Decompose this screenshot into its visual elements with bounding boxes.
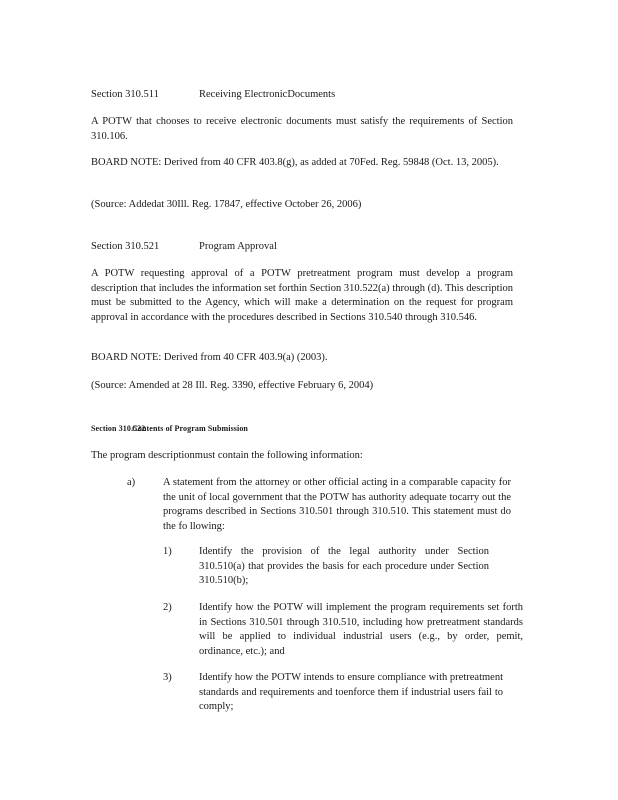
subitem-3-label: 3) [163, 672, 172, 683]
section-310-511-heading [91, 88, 513, 103]
section-310-521-source: (Source: Amended at 28 Ill. Reg. 3390, effective February 6, 2004) [91, 380, 374, 391]
section-310-521-body: A POTW requesting approval of a POTW pretreatment program must develop a program description that includes the information set forthin Section 310.522(a) through (d). This description must be submitted to the Agency, which will make a determination on the request for program approval in accordance with the procedures described in Sections 310.540 through 310.546. [91, 268, 513, 323]
section-310-511-body: A POTW that chooses to receive electronic documents must satisfy the requirements of Section 310.106. [91, 116, 513, 142]
section-310-511-title: Receiving ElectronicDocuments [199, 89, 336, 100]
section-310-522-label: Section 310.522 [91, 424, 146, 433]
subitem-3-text: Identify how the POTW intends to ensure compliance with pretreatment standards and requirements and toenforce them if industrial users fail to comply; [199, 672, 503, 712]
section-310-522-heading [91, 422, 513, 437]
subitem-1-text: Identify the provision of the legal authority under Section 310.510(a) that provides the basis for each procedure under Section 310.510(b); [199, 546, 489, 586]
item-a-label: a) [127, 477, 136, 488]
section-310-521-board-note: BOARD NOTE: Derived from 40 CFR 403.9(a) (2003). [91, 352, 328, 363]
subitem-1-label: 1) [163, 546, 172, 557]
subitem-2-text: Identify how the POTW will implement the program requirements set forth in Sections 310.501 through 310.510, including how pretreatment standards will be applied to individual industrial users (e.g., by order, pemit, ordinance, etc.); and [199, 602, 523, 657]
section-310-511-label: Section 310.511 [91, 89, 159, 100]
section-310-521-title: Program Approval [199, 241, 277, 252]
item-a-text: A statement from the attorney or other official acting in a comparable capacity for the unit of local government that the POTW has authority adequate tocarry out the programs described in Sections 310.501 through 310.510. This statement must do the fo llowing: [163, 477, 511, 532]
section-310-511-source: (Source: Addedat 30Ill. Reg. 17847, effective October 26, 2006) [91, 199, 362, 210]
section-310-521-label: Section 310.521 [91, 241, 160, 252]
subitem-2-label: 2) [163, 602, 172, 613]
section-310-511-board-note: BOARD NOTE: Derived from 40 CFR 403.8(g), as added at 70Fed. Reg. 59848 (Oct. 13, 2005). [91, 157, 499, 168]
section-310-522-intro: The program descriptionmust contain the following information: [91, 450, 363, 461]
section-310-521-heading [91, 240, 513, 255]
section-310-522-title: Contents of Program Submission [132, 424, 248, 433]
